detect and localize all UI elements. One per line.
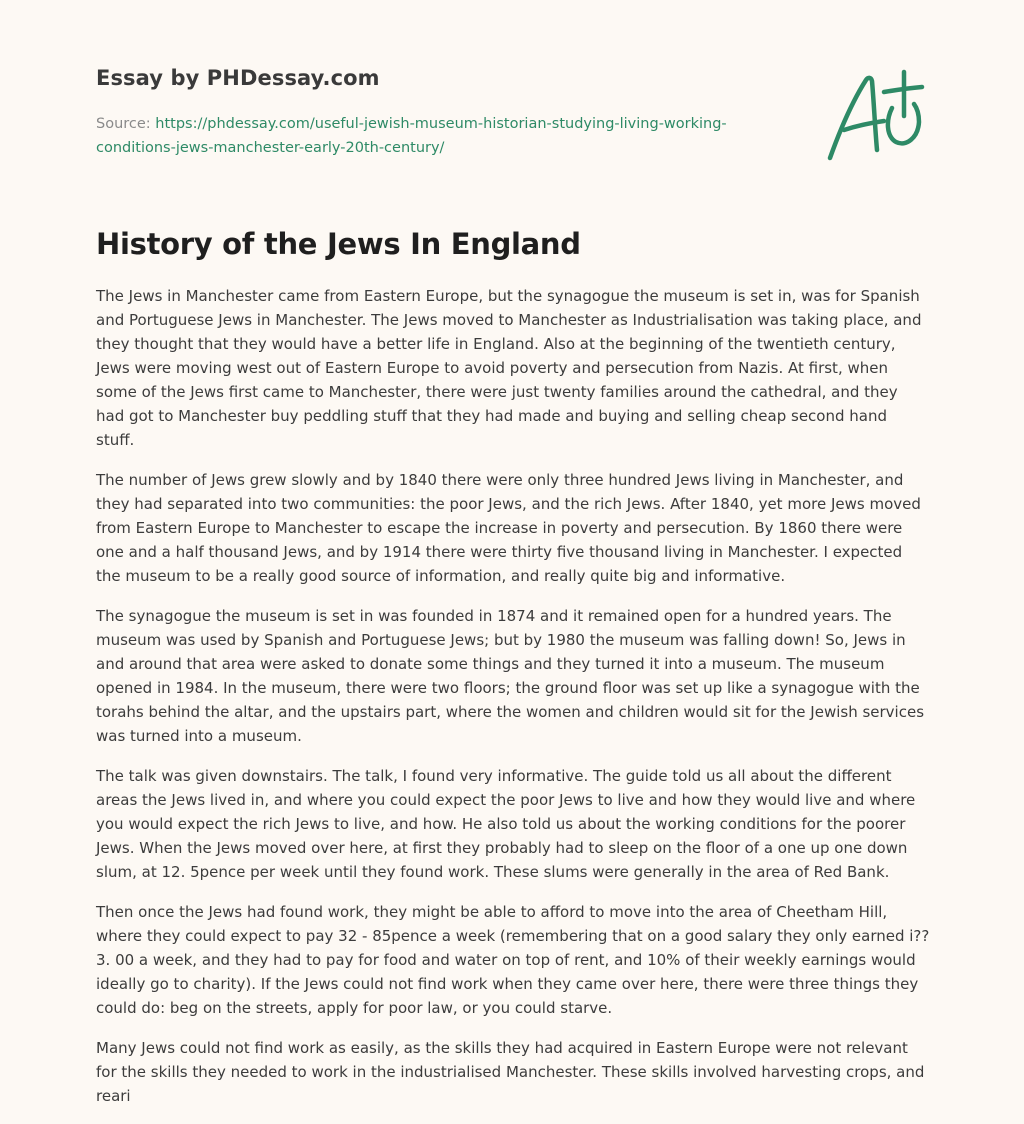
- essay-paragraph: The talk was given downstairs. The talk, I found very informative. The guide told us all about the different areas the Jews lived in, and where you could expect the poor Jews to live and how they would live and where you would expect the rich Jews to live, and how. He also told us about the working conditions for the poorer Jews. When the Jews moved over here, at first they probably had to sleep on the floor of a one up one down slum, at 12. 5pence per week until they found work. These slums were generally in the area of Red Bank.: [96, 767, 916, 881]
- essay-paragraph: The number of Jews grew slowly and by 1840 there were only three hundred Jews living in Manchester, and they had separated into two communities: the poor Jews, and the rich Jews. After 1840, yet more Jews moved from Eastern Europe to Manchester to escape the increase in poverty and persecution. By 1860 there were one and a half thousand Jews, and by 1914 there were thirty five thousand living in Manchester. I expected the museum to be a really good source of information, and really quite big and informative.: [96, 471, 921, 585]
- a-plus-grade-icon: [822, 68, 930, 164]
- essay-paragraph: The synagogue the museum is set in was founded in 1874 and it remained open for a hundred years. The museum was used by Spanish and Portuguese Jews; but by 1980 the museum was falling down! So, Jews in and around that area were asked to donate some things and they turned it into a museum. The museum opened in 1984. In the museum, there were two floors; the ground floor was set up like a synagogue with the torahs behind the altar, and the upstairs part, where the women and children would sit for the Jewish services was turned into a museum.: [96, 607, 925, 745]
- essay-paragraph: Many Jews could not find work as easily, as the skills they had acquired in Eastern Europe were not relevant for the skills they needed to work in the industrialised Manchester. These skills involved harvesting crops, and reari: [96, 1039, 925, 1105]
- essay-header: [96, 64, 796, 160]
- essay-title: History of the Jews In England: [96, 227, 581, 261]
- essay-paragraph: Then once the Jews had found work, they might be able to afford to move into the area of Cheetham Hill, where they could expect to pay 32 - 85pence a week (remembering that on a good salary they only earned i??3. 00 a week, and they had to pay for food and water on top of rent, and 10% of their weekly earnings would ideally go to charity). If the Jews could not find work when they came over here, there were three things they could do: beg on the streets, apply for poor law, or you could starve.: [96, 903, 930, 1017]
- source-label: Source:: [96, 116, 156, 132]
- site-brand: Essay by PHDessay.com: [96, 66, 380, 90]
- essay-paragraph: The Jews in Manchester came from Eastern Europe, but the synagogue the museum is set in, was for Spanish and Portuguese Jews in Manchester. The Jews moved to Manchester as Industrialisation was taking place, and they thought that they would have a better life in England. Also at the beginning of the twentieth century, Jews were moving west out of Eastern Europe to avoid poverty and persecution from Nazis. At first, when some of the Jews first came to Manchester, there were just twenty families around the cathedral, and they had got to Manchester buy peddling stuff that they had made and buying and selling cheap second hand stuff.: [96, 287, 922, 449]
- source-link[interactable]: https://phdessay.com/useful-jewish-museum-historian-studying-living-working-conditions-jews-manchester-early-20th-century/: [96, 116, 727, 156]
- source-line: [96, 112, 796, 160]
- essay-body: [96, 284, 930, 1124]
